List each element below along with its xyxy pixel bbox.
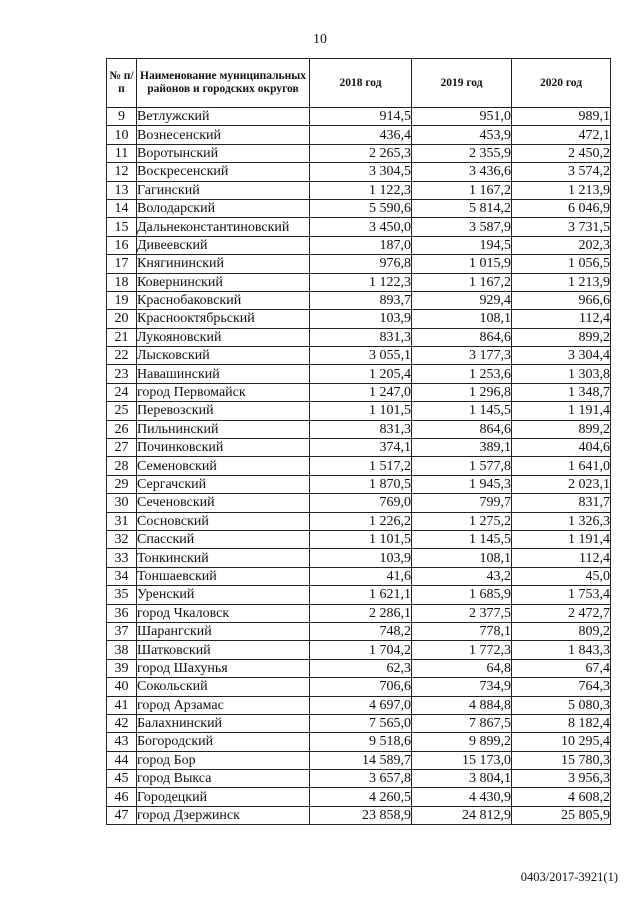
- value-2020: 25 805,9: [512, 806, 611, 824]
- row-number: 13: [107, 181, 137, 199]
- row-number: 12: [107, 163, 137, 181]
- table-row: [107, 659, 611, 677]
- row-number: 31: [107, 512, 137, 530]
- district-name: Навашинский: [137, 365, 310, 383]
- district-name: Пильнинский: [137, 420, 310, 438]
- row-number: 32: [107, 530, 137, 548]
- table-row: [107, 788, 611, 806]
- district-name: город Шахунья: [137, 659, 310, 677]
- value-2018: 3 450,0: [310, 218, 412, 236]
- value-2019: 3 177,3: [412, 347, 512, 365]
- value-2018: 4 260,5: [310, 788, 412, 806]
- district-name: Княгининский: [137, 255, 310, 273]
- district-name: Балахнинский: [137, 714, 310, 732]
- row-number: 28: [107, 457, 137, 475]
- value-2020: 6 046,9: [512, 199, 611, 217]
- value-2020: 404,6: [512, 439, 611, 457]
- row-number: 30: [107, 494, 137, 512]
- value-2018: 1 101,5: [310, 530, 412, 548]
- table-row: [107, 494, 611, 512]
- value-2020: 1 303,8: [512, 365, 611, 383]
- value-2019: 1 253,6: [412, 365, 512, 383]
- table-row: [107, 457, 611, 475]
- row-number: 35: [107, 586, 137, 604]
- row-number: 21: [107, 328, 137, 346]
- district-name: Лысковский: [137, 347, 310, 365]
- value-2018: 3 304,5: [310, 163, 412, 181]
- value-2018: 436,4: [310, 126, 412, 144]
- value-2018: 23 858,9: [310, 806, 412, 824]
- district-name: Краснооктябрьский: [137, 310, 310, 328]
- district-name: Тонкинский: [137, 549, 310, 567]
- header-name: Наименование муниципальных районов и городских округов: [137, 59, 310, 108]
- value-2019: 9 899,2: [412, 733, 512, 751]
- value-2018: 1 226,2: [310, 512, 412, 530]
- value-2019: 929,4: [412, 291, 512, 309]
- table-row: [107, 714, 611, 732]
- value-2019: 1 167,2: [412, 181, 512, 199]
- row-number: 42: [107, 714, 137, 732]
- table-row: [107, 439, 611, 457]
- row-number: 20: [107, 310, 137, 328]
- value-2018: 1 517,2: [310, 457, 412, 475]
- district-name: Сеченовский: [137, 494, 310, 512]
- district-name: Перевозский: [137, 402, 310, 420]
- row-number: 9: [107, 108, 137, 126]
- value-2020: 2 472,7: [512, 604, 611, 622]
- value-2020: 202,3: [512, 236, 611, 254]
- table-row: [107, 347, 611, 365]
- row-number: 29: [107, 475, 137, 493]
- value-2018: 831,3: [310, 420, 412, 438]
- district-name: Ковернинский: [137, 273, 310, 291]
- row-number: 36: [107, 604, 137, 622]
- value-2018: 706,6: [310, 678, 412, 696]
- district-name: Городецкий: [137, 788, 310, 806]
- row-number: 16: [107, 236, 137, 254]
- value-2018: 976,8: [310, 255, 412, 273]
- value-2019: 864,6: [412, 328, 512, 346]
- row-number: 14: [107, 199, 137, 217]
- value-2020: 1 191,4: [512, 402, 611, 420]
- header-2019: 2019 год: [412, 59, 512, 108]
- table-row: [107, 604, 611, 622]
- value-2020: 2 450,2: [512, 144, 611, 162]
- district-name: Шатковский: [137, 641, 310, 659]
- value-2018: 893,7: [310, 291, 412, 309]
- value-2019: 1 167,2: [412, 273, 512, 291]
- value-2018: 2 286,1: [310, 604, 412, 622]
- value-2020: 1 753,4: [512, 586, 611, 604]
- value-2020: 2 023,1: [512, 475, 611, 493]
- value-2020: 3 731,5: [512, 218, 611, 236]
- table-row: [107, 567, 611, 585]
- district-name: Краснобаковский: [137, 291, 310, 309]
- value-2019: 1 296,8: [412, 383, 512, 401]
- value-2018: 187,0: [310, 236, 412, 254]
- row-number: 47: [107, 806, 137, 824]
- value-2019: 1 772,3: [412, 641, 512, 659]
- value-2020: 1 056,5: [512, 255, 611, 273]
- value-2019: 3 804,1: [412, 770, 512, 788]
- value-2020: 45,0: [512, 567, 611, 585]
- value-2018: 1 247,0: [310, 383, 412, 401]
- value-2020: 67,4: [512, 659, 611, 677]
- table-row: [107, 126, 611, 144]
- row-number: 39: [107, 659, 137, 677]
- data-table: [106, 58, 611, 825]
- value-2019: 864,6: [412, 420, 512, 438]
- value-2019: 5 814,2: [412, 199, 512, 217]
- value-2019: 1 015,9: [412, 255, 512, 273]
- row-number: 18: [107, 273, 137, 291]
- table-row: [107, 696, 611, 714]
- value-2019: 1 145,5: [412, 530, 512, 548]
- value-2020: 1 213,9: [512, 181, 611, 199]
- row-number: 22: [107, 347, 137, 365]
- value-2019: 24 812,9: [412, 806, 512, 824]
- row-number: 27: [107, 439, 137, 457]
- value-2018: 5 590,6: [310, 199, 412, 217]
- value-2020: 472,1: [512, 126, 611, 144]
- value-2018: 103,9: [310, 549, 412, 567]
- district-name: город Чкаловск: [137, 604, 310, 622]
- district-name: Дивеевский: [137, 236, 310, 254]
- row-number: 34: [107, 567, 137, 585]
- value-2020: 1 641,0: [512, 457, 611, 475]
- value-2019: 4 884,8: [412, 696, 512, 714]
- table-row: [107, 365, 611, 383]
- value-2020: 5 080,3: [512, 696, 611, 714]
- value-2018: 41,6: [310, 567, 412, 585]
- table-row: [107, 586, 611, 604]
- table-row: [107, 806, 611, 824]
- table-row: [107, 402, 611, 420]
- value-2019: 15 173,0: [412, 751, 512, 769]
- district-name: Спасский: [137, 530, 310, 548]
- row-number: 24: [107, 383, 137, 401]
- table-row: [107, 108, 611, 126]
- value-2019: 734,9: [412, 678, 512, 696]
- row-number: 25: [107, 402, 137, 420]
- page-number: 10: [313, 32, 327, 47]
- district-name: Воскресенский: [137, 163, 310, 181]
- district-name: город Бор: [137, 751, 310, 769]
- row-number: 33: [107, 549, 137, 567]
- table-row: [107, 383, 611, 401]
- value-2018: 7 565,0: [310, 714, 412, 732]
- row-number: 26: [107, 420, 137, 438]
- value-2019: 1 945,3: [412, 475, 512, 493]
- table-row: [107, 512, 611, 530]
- value-2020: 1 348,7: [512, 383, 611, 401]
- district-name: Тоншаевский: [137, 567, 310, 585]
- row-number: 44: [107, 751, 137, 769]
- value-2020: 1 843,3: [512, 641, 611, 659]
- value-2018: 3 657,8: [310, 770, 412, 788]
- row-number: 41: [107, 696, 137, 714]
- row-number: 38: [107, 641, 137, 659]
- value-2018: 1 870,5: [310, 475, 412, 493]
- row-number: 23: [107, 365, 137, 383]
- table-row: [107, 236, 611, 254]
- table-row: [107, 733, 611, 751]
- value-2019: 1 145,5: [412, 402, 512, 420]
- value-2018: 1 621,1: [310, 586, 412, 604]
- value-2019: 194,5: [412, 236, 512, 254]
- value-2020: 764,3: [512, 678, 611, 696]
- value-2020: 112,4: [512, 310, 611, 328]
- district-name: город Первомайск: [137, 383, 310, 401]
- table-header-row: [107, 59, 611, 108]
- value-2018: 769,0: [310, 494, 412, 512]
- value-2019: 4 430,9: [412, 788, 512, 806]
- table-row: [107, 770, 611, 788]
- table-row: [107, 255, 611, 273]
- value-2020: 1 326,3: [512, 512, 611, 530]
- row-number: 37: [107, 622, 137, 640]
- value-2020: 831,7: [512, 494, 611, 512]
- value-2018: 4 697,0: [310, 696, 412, 714]
- row-number: 46: [107, 788, 137, 806]
- district-name: Шарангский: [137, 622, 310, 640]
- value-2018: 914,5: [310, 108, 412, 126]
- value-2018: 1 122,3: [310, 181, 412, 199]
- value-2019: 108,1: [412, 310, 512, 328]
- value-2019: 389,1: [412, 439, 512, 457]
- table-row: [107, 163, 611, 181]
- row-number: 40: [107, 678, 137, 696]
- table-row: [107, 622, 611, 640]
- row-number: 15: [107, 218, 137, 236]
- value-2018: 1 704,2: [310, 641, 412, 659]
- table-row: [107, 549, 611, 567]
- table-row: [107, 475, 611, 493]
- value-2019: 1 275,2: [412, 512, 512, 530]
- value-2020: 3 304,4: [512, 347, 611, 365]
- value-2019: 43,2: [412, 567, 512, 585]
- value-2018: 62,3: [310, 659, 412, 677]
- row-number: 11: [107, 144, 137, 162]
- district-name: Починковский: [137, 439, 310, 457]
- table-row: [107, 328, 611, 346]
- value-2020: 989,1: [512, 108, 611, 126]
- value-2019: 778,1: [412, 622, 512, 640]
- value-2020: 899,2: [512, 328, 611, 346]
- district-name: город Выкса: [137, 770, 310, 788]
- district-name: Сокольский: [137, 678, 310, 696]
- value-2019: 3 587,9: [412, 218, 512, 236]
- table-row: [107, 420, 611, 438]
- district-name: Сосновский: [137, 512, 310, 530]
- row-number: 43: [107, 733, 137, 751]
- table-row: [107, 144, 611, 162]
- value-2018: 3 055,1: [310, 347, 412, 365]
- district-name: Богородский: [137, 733, 310, 751]
- table-row: [107, 218, 611, 236]
- value-2020: 10 295,4: [512, 733, 611, 751]
- value-2018: 103,9: [310, 310, 412, 328]
- value-2020: 966,6: [512, 291, 611, 309]
- value-2019: 799,7: [412, 494, 512, 512]
- value-2019: 108,1: [412, 549, 512, 567]
- value-2018: 1 101,5: [310, 402, 412, 420]
- value-2020: 1 213,9: [512, 273, 611, 291]
- value-2018: 374,1: [310, 439, 412, 457]
- value-2019: 7 867,5: [412, 714, 512, 732]
- table-row: [107, 181, 611, 199]
- table-row: [107, 641, 611, 659]
- table-row: [107, 273, 611, 291]
- row-number: 45: [107, 770, 137, 788]
- value-2020: 3 574,2: [512, 163, 611, 181]
- row-number: 10: [107, 126, 137, 144]
- value-2019: 453,9: [412, 126, 512, 144]
- table-row: [107, 310, 611, 328]
- document-code: 0403/2017-3921(1): [520, 870, 618, 884]
- header-2018: 2018 год: [310, 59, 412, 108]
- table-row: [107, 291, 611, 309]
- district-name: Лукояновский: [137, 328, 310, 346]
- value-2019: 3 436,6: [412, 163, 512, 181]
- table-row: [107, 530, 611, 548]
- district-name: Гагинский: [137, 181, 310, 199]
- value-2020: 112,4: [512, 549, 611, 567]
- value-2019: 2 377,5: [412, 604, 512, 622]
- district-name: Сергачский: [137, 475, 310, 493]
- district-name: город Дзержинск: [137, 806, 310, 824]
- value-2020: 809,2: [512, 622, 611, 640]
- table-row: [107, 678, 611, 696]
- value-2019: 1 685,9: [412, 586, 512, 604]
- value-2020: 4 608,2: [512, 788, 611, 806]
- value-2020: 1 191,4: [512, 530, 611, 548]
- district-name: Воротынский: [137, 144, 310, 162]
- district-name: Ветлужский: [137, 108, 310, 126]
- value-2019: 2 355,9: [412, 144, 512, 162]
- value-2018: 1 122,3: [310, 273, 412, 291]
- value-2019: 64,8: [412, 659, 512, 677]
- value-2020: 899,2: [512, 420, 611, 438]
- value-2018: 748,2: [310, 622, 412, 640]
- value-2020: 8 182,4: [512, 714, 611, 732]
- table-row: [107, 751, 611, 769]
- value-2018: 9 518,6: [310, 733, 412, 751]
- district-name: Семеновский: [137, 457, 310, 475]
- value-2020: 3 956,3: [512, 770, 611, 788]
- value-2020: 15 780,3: [512, 751, 611, 769]
- value-2018: 14 589,7: [310, 751, 412, 769]
- row-number: 17: [107, 255, 137, 273]
- table-row: [107, 199, 611, 217]
- district-name: город Арзамас: [137, 696, 310, 714]
- district-name: Володарский: [137, 199, 310, 217]
- district-name: Дальнеконстантиновский: [137, 218, 310, 236]
- district-name: Уренский: [137, 586, 310, 604]
- row-number: 19: [107, 291, 137, 309]
- header-2020: 2020 год: [512, 59, 611, 108]
- value-2019: 951,0: [412, 108, 512, 126]
- value-2018: 831,3: [310, 328, 412, 346]
- value-2018: 1 205,4: [310, 365, 412, 383]
- header-num: № п/п: [107, 59, 137, 108]
- value-2019: 1 577,8: [412, 457, 512, 475]
- value-2018: 2 265,3: [310, 144, 412, 162]
- district-name: Вознесенский: [137, 126, 310, 144]
